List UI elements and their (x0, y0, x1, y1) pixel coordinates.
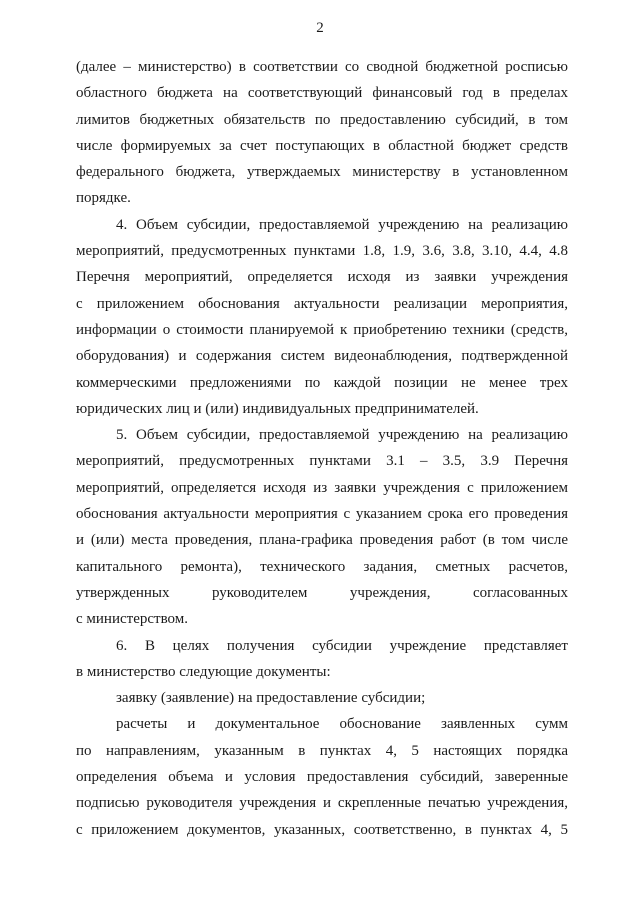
text-line: числе формируемых за счет поступающих в областной бюджет средств (76, 137, 568, 154)
text-line: определения объема и условия предоставления субсидий, заверенные (76, 769, 568, 786)
text-line: лимитов бюджетных обязательств по предоставлению субсидий, в том (76, 111, 568, 128)
text-line: юридических лиц и (или) индивидуальных предпринимателей. (76, 400, 479, 417)
text-line: утвержденных руководителем учреждения, согласованных (76, 584, 568, 601)
text-line: федерального бюджета, утверждаемых министерству в установленном (76, 164, 568, 181)
text-line: по направлениям, указанным в пунктах 4, 5 настоящих порядка (76, 742, 568, 759)
text-line: с министерством. (76, 611, 189, 628)
text-line: 4. Объем субсидии, предоставляемой учреждению на реализацию (116, 216, 568, 233)
text-line: обоснования актуальности мероприятия с указанием срока его проведения (76, 506, 568, 523)
text-line: подписью руководителя учреждения и скрепленные печатью учреждения, (76, 795, 568, 812)
text-line: порядке. (76, 190, 131, 207)
text-line: (далее – министерство) в соответствии со сводной бюджетной росписью (76, 59, 568, 75)
text-line: информации о стоимости планируемой к приобретению техники (средств, (76, 321, 568, 338)
text-line: областного бюджета на соответствующий финансовый год в пределах (76, 85, 568, 102)
text-line: коммерческими предложениями по каждой позиции не менее трех (76, 374, 568, 391)
text-line: капитального ремонта), технического задания, сметных расчетов, (76, 558, 568, 575)
text-line: мероприятий, предусмотренных пунктами 3.1 – 3.5, 3.9 Перечня (76, 453, 568, 470)
text-line: мероприятий, определяется исходя из заявки учреждения с приложением (76, 479, 568, 496)
text-line: мероприятий, предусмотренных пунктами 1.8, 1.9, 3.6, 3.8, 3.10, 4.4, 4.8 (76, 243, 568, 260)
text-line: оборудования) и содержания систем видеонаблюдения, подтвержденной (76, 348, 568, 365)
text-line: расчеты и документальное обоснование заявленных сумм (116, 716, 568, 733)
text-line: 6. В целях получения субсидии учреждение представляет (116, 637, 568, 654)
text-line: с приложением документов, указанных, соответственно, в пунктах 4, 5 (76, 821, 568, 838)
text-line: в министерство следующие документы: (76, 663, 331, 680)
text-line: 5. Объем субсидии, предоставляемой учреждению на реализацию (116, 427, 568, 444)
text-line: с приложением обоснования актуальности реализации мероприятия, (76, 295, 568, 312)
text-line: заявку (заявление) на предоставление субсидии; (116, 690, 426, 707)
document-body (76, 54, 568, 843)
text-line: и (или) места проведения, плана-графика проведения работ (в том числе (76, 532, 568, 549)
page-number: 2 (316, 20, 324, 36)
text-line: Перечня мероприятий, определяется исходя из заявки учреждения (76, 269, 568, 286)
